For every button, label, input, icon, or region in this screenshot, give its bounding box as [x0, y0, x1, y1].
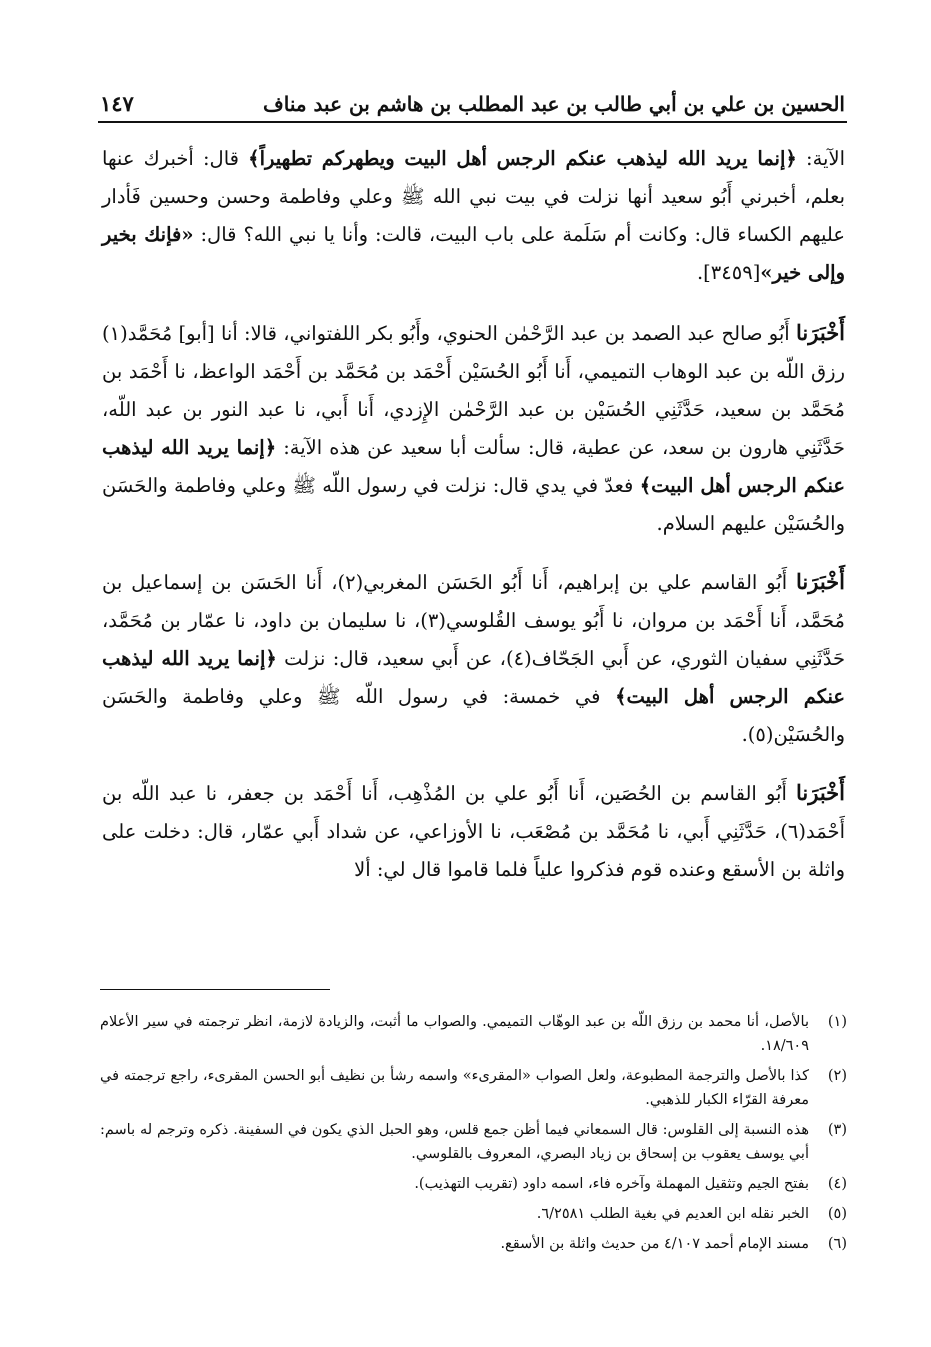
page-header — [100, 76, 845, 116]
paragraph-2 — [102, 314, 845, 543]
main-text — [102, 140, 845, 909]
footnote-6 — [100, 1232, 847, 1256]
text-segment: أَبُو صالح عبد الصمد بن عبد الرَّحْمٰن الحنوي، وأَبُو بكر اللفتواني، قالا: أنا [أبو] مُحَمَّد(١) رزق اللّه بن عبد الوهاب التميمي، أَنا أَبُو الحُسَيْن أَحْمَد بن مُحَمَّد بن أَحْمَد الواعظ، نا أَحْمَد بن مُحَمَّد بن سعيد، حَدَّثَنِي الحُسَيْن بن عبد الرَّحْمٰن الإِزدي، أَنا أَبي، نا عبد النور بن عبد اللّه، حَدَّثَنِي هارون بن سعد، عن عطية، قال: سألت أبا سعيد عن هذه الآية: — [102, 322, 845, 459]
text-segment: في خمسة: في رسول اللّه ﷺ وعلي وفاطمة والحَسَن والحُسَيْن(٥). — [102, 685, 845, 746]
footnote-number: (٥) — [827, 1206, 847, 1222]
footnote-text: الخبر نقله ابن العديم في بغية الطلب ٦/٢٥٨١. — [536, 1206, 809, 1222]
akhbarana-heading: أَخْبَرَنا — [796, 569, 845, 594]
text-segment: قال: أخبرك عنها بعلم، أخبرني أَبُو سعيد أنها نزلت في بيت نبي الله ﷺ وعلي وفاطمة وحسن وحسين فَأدار عليهم الكساء قال: وكانت أم سَلَمة على باب البيت، قالت: وأنا يا نبي الله؟ قال: — [102, 147, 845, 246]
quran-quote: ﴿إنما يريد الله ليذهب عنكم الرجس أهل البيت﴾ — [102, 647, 845, 708]
footnote-text: بفتح الجيم وتثقيل المهملة وآخره فاء، اسمه داود (تقريب التهذيب). — [414, 1176, 809, 1192]
text-segment: أَبُو القاسم علي بن إبراهيم، أَنا أَبُو الحَسَن المغربي(٢)، أَنا الحَسَن بن إسماعيل بن مُحَمَّد، أَنا أَحْمَد بن مروان، نا أَبُو يوسف القُلوسي(٣)، نا سليمان بن داود، نا عمّار بن مُحَمَّد، حَدَّثَنِي سفيان الثوري، عن أَبي الجَحّاف(٤)، عن أَبي سعيد، قال: نزلت — [102, 571, 845, 670]
footnote-number: (٦) — [827, 1236, 847, 1252]
footnote-text: بالأصل، أنا محمد بن رزق اللّه بن عبد الوهّاب التميمي. والصواب ما أثبت، والزيادة لازمة، انظر ترجمته في سير الأعلام ١٨/٦٠٩. — [100, 1014, 809, 1054]
text-segment: فعدّ في يدي قال: نزلت في رسول اللّه ﷺ وعلي وفاطمة والحَسَن والحُسَيْن عليهم السلام. — [102, 474, 845, 535]
quran-quote: ﴿إنما يريد الله ليذهب عنكم الرجس أهل البيت ويطهركم تطهيراً﴾ — [248, 147, 797, 170]
footnote-1 — [100, 1010, 847, 1058]
footnote-2 — [100, 1064, 847, 1112]
page-number: ١٤٧ — [100, 91, 134, 116]
footnote-number: (١) — [827, 1014, 847, 1030]
akhbarana-heading: أَخْبَرَنا — [796, 780, 845, 805]
header-rule — [98, 121, 847, 123]
footnote-number: (٣) — [827, 1122, 847, 1138]
footnote-number: (٤) — [827, 1176, 847, 1192]
paragraph-1 — [102, 140, 845, 292]
text-segment: أَبُو القاسم بن الحُصَين، أَنا أَبُو علي بن المُذْهِب، أَنا أَحْمَد بن جعفر، نا عبد اللّه بن أَحْمَد(٦)، حَدَّثَنِي أَبي، نا مُحَمَّد بن مُصْعَب، نا الأوزاعي، عن شداد أَبي عمّار، قال: دخلت على واثلة بن الأسقع وعنده قوم فذكروا علياً فلما قاموا قال لي: ألا — [102, 782, 845, 881]
text-segment: الآية: — [796, 147, 845, 170]
footnote-number: (٢) — [827, 1068, 847, 1084]
footnote-text: مسند الإمام أحمد ٤/١٠٧ من حديث واثلة بن الأسقع. — [500, 1236, 809, 1252]
footnote-text: كذا بالأصل والترجمة المطبوعة، ولعل الصواب «المقرىء» واسمه رشأ بن نظيف أبو الحسن المقرىء، راجع ترجمته في معرفة القرّاء الكبار للذهبي. — [100, 1068, 809, 1108]
running-title: الحسين بن علي بن أبي طالب بن عبد المطلب بن هاشم بن عبد مناف — [263, 92, 845, 116]
footnote-5 — [100, 1202, 847, 1226]
footnote-4 — [100, 1172, 847, 1196]
footnote-text: هذه النسبة إلى القلوس: قال السمعاني فيما أظن جمع قلس، وهو الحبل الذي يكون في السفينة. ذكره وترجم له باسم: أبي يوسف يعقوب بن إسحاق بن زياد البصري، المعروف بالقلوسي. — [100, 1122, 809, 1162]
footnote-3 — [100, 1118, 847, 1166]
footnotes — [100, 1010, 847, 1262]
paragraph-4 — [102, 774, 845, 889]
akhbarana-heading: أَخْبَرَنا — [796, 320, 846, 345]
footnote-rule — [100, 989, 330, 990]
paragraph-3 — [102, 563, 845, 754]
quran-quote: ﴿إنما يريد الله ليذهب عنكم الرجس أهل البيت﴾ — [102, 436, 845, 497]
hadith-quote: «فإنك بخير وإلى خير» — [102, 223, 845, 284]
text-segment: [٣٤٥٩]. — [696, 261, 761, 284]
